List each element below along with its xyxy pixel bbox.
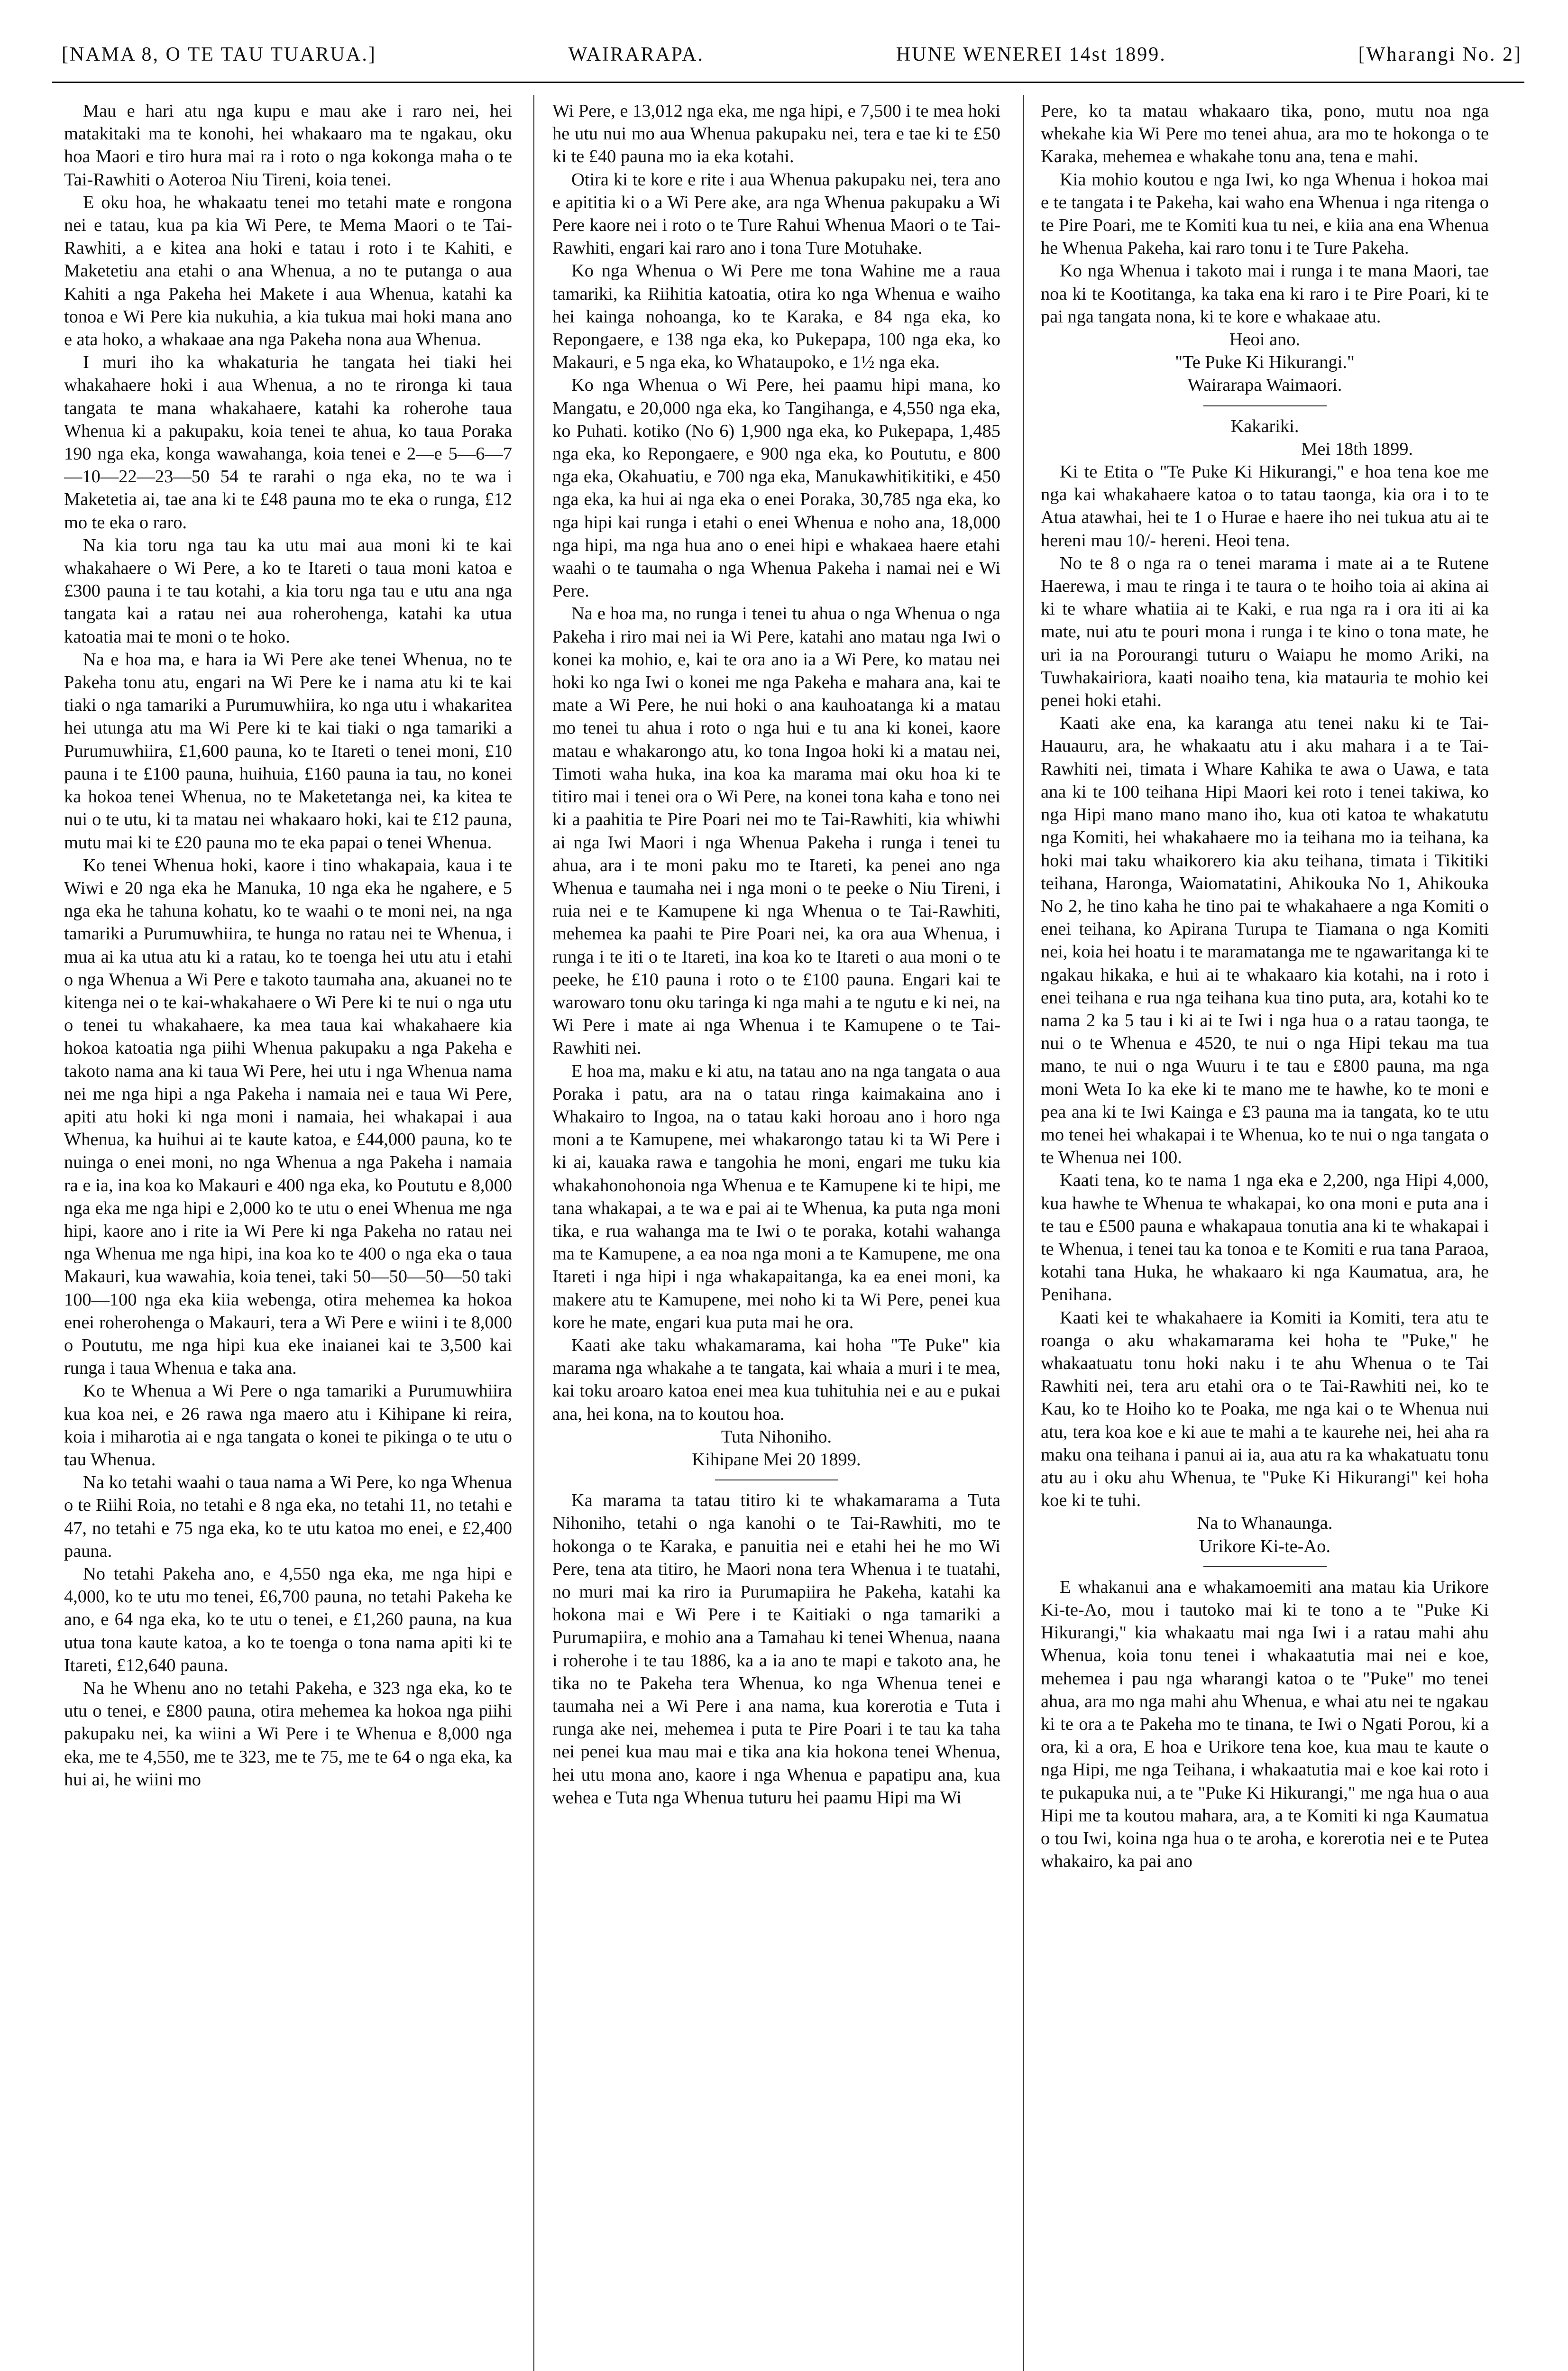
paragraph: Na he Whenu ano no tetahi Pakeha, e 323 nga eka, ko te utu o tenei, e £800 pauna, otira mehemea ka hokoa nga piihi pakupaku nei, ka wiini a Wi Pere i te Whenua e 8,000 nga eka, me te 4,550, me te 323, me te 75, me te 64 o nga eka, ka hui ai, he wiini mo <box>64 1678 512 1790</box>
paragraph: Na ko tetahi waahi o taua nama a Wi Pere, ko nga Whenua o te Riihi Roia, no tetahi e 8 nga eka, no tetahi 11, no tetahi e 47, no tetahi e 75 nga eka, ko te utu katoa mo enei, e £2,400 pauna. <box>64 1472 512 1561</box>
page-number: [Wharangi No. 2] <box>1358 44 1522 65</box>
paragraph: Ko nga Whenua i takoto mai i runga i te mana Maori, tae noa ki te Kootitanga, ka taka ena ki raro i te Pire Poari, ki te pai nga tangata nona, ki te kore e whakaae atu. <box>1041 261 1489 327</box>
column-divider <box>1023 95 1024 2371</box>
place-name: WAIRARAPA. <box>568 44 705 65</box>
paragraph: Kia mohio koutou e nga Iwi, ko nga Whenua i hokoa mai e te tangata i te Pakeha, kai waho ena Whenua i nga ritenga o te Pire Poari, me te Komiti kua tu nei, e kiia ana ena Whenua he Whenua Pakeha, kai raro tonu i te Ture Pakeha. <box>1041 169 1489 258</box>
paragraph: Ko nga Whenua o Wi Pere, hei paamu hipi mana, ko Mangatu, e 20,000 nga eka, ko Tangihanga, e 4,550 nga eka, ko Puhati. kotiko (No 6) 1,900 nga eka, ko Pukepapa, 1,485 nga eka, ko Repongaere, e 900 nga eka, ko Poututu, e 800 nga eka, Okahuatiu, e 700 nga eka, Manukawhitikitiki, e 450 nga eka, ka hui ai nga eka o enei Poraka, 30,785 nga eka, ko nga hipi kai runga i etahi o enei Whenua e noho ana, 18,000 nga hipi, ma nga hua ano o enei hipi e whakaea haere etahi waahi o te taumaha o nga Whenua Pakeha i namai nei e Wi Pere. <box>552 375 1000 601</box>
paragraph: Na kia toru nga tau ka utu mai aua moni ki te kai whakahaere o Wi Pere, a ko te Itareti o taua moni katoa e £300 pauna i te tau kotahi, a kia toru nga tau e utu ana nga tangata kai a ratau nei aua roherohenga, katahi ka utua katoatia mai te moni o te hoko. <box>64 535 512 647</box>
paragraph: E oku hoa, he whakaatu tenei mo tetahi mate e rongona nei e tatau, kua pa kia Wi Pere, te Mema Maori o te Tai-Rawhiti, a e kitea ana hoki e tatau i roto i te Kahiti, e Maketetiu ana etahi o ana Whenua, a no te putanga o aua Kahiti a nga Pakeha hei Makete i aua Whenua, katahi ka tonoa e Wi Pere kia nukuhia, a kia tukua mai hoki mana ano e ata hoko, a whakaae ana nga Pakeha nona aua Whenua. <box>64 192 512 350</box>
paragraph: Ki te Etita o "Te Puke Ki Hikurangi," e hoa tena koe me nga kai whakahaere katoa o to tatau taonga, kia ora i to te Atua atawhai, hei te 1 o Hurae e haere iho nei tukua atu ai te hereni mau 10/- hereni. Heoi tena. <box>1041 462 1489 551</box>
column-1 <box>64 100 512 2371</box>
paragraph: Kaati ake ena, ka karanga atu tenei naku ki te Tai-Hauauru, ara, he whakaatu atu i aku mahara i a te Tai-Rawhiti nei, timata i Whare Kahika te awa o Uawa, e tata ana ki te 100 teihana Hipi Maori kei roto i tenei takiwa, ko nga Hipi mano mano mano iho, kua oti katoa te whakatutu nga Komiti, hei whakahaere mo ia teihana mo ia teihana, ka hoki mai taku whaikorero kia aku teihana, timata i Tikitiki teihana, Haronga, Waiomatatini, Ahikouka No 1, Ahikouka No 2, he tino kaha he tino pai te whakahaere a nga Komiti o enei teihana, ko Apirana Turupa te Tiamana o nga Komiti nei, koia hei hoatu i te maramatanga me te ngawaritanga ki te ngakau hikaka, e hui ai te whakaaro kia kotahi, na i roto i enei teihana e rua nga teihana kua tino puta, ara, kotahi ko te nama 2 ka 5 tau i ki ai te Iwi i nga hua o a ratau taonga, te nui o te Whenua e 4520, te nui o nga Hipi tekau ma tua mano, te nui o nga Wuuru i te tau e £800 pauna, ma nga moni Weta Io ka eke ki te mano me te hawhe, ko te moni e pea ana ki te Iwi Kainga e £3 pauna ma ia tangata, ko te utu mo tenei hei whakapai i te Whenua, ko te nui o nga tangata o te Whenua nei 100. <box>1041 713 1489 1168</box>
section-divider <box>1203 1566 1327 1567</box>
paragraph: No te 8 o nga ra o tenei marama i mate ai a te Rutene Haerewa, i mau te ringa i te taura o te hoiho toia ai akina ai ki te whare whatiia ai te Kaki, e rua nga ra i ora iti ai ka mate, nui atu te pouri mona i runga i te kino o tona mate, he uri ia na Porourangi tuturu o Waiapu he momo Ariki, na Tuwhakairiora, kaati noaiho tena, kia matauria te mohio kei penei hoki etahi. <box>1041 553 1489 711</box>
section-divider <box>1203 405 1327 406</box>
paragraph: Ka marama ta tatau titiro ki te whakamarama a Tuta Nihoniho, tetahi o nga kanohi o te Tai-Rawhiti, mo te hokonga o te Karaka, e panuitia nei e etahi hei he mo Wi Pere, tena ata titiro, he Maori nona tera Whenua i te tuatahi, no muri mai ka riro ia Purumapiira he Pakeha, katahi ka hokona mai e Wi Pere i te Kaitiaki o nga tamariki a Purumapiira, e mohio ana a Tamahau ki tenei Whenua, naana i roherohe i te tau 1886, ka a ia ano te mapi e takoto ana, he tika no te Pakeha tera Whenua, ko nga Whenua tenei e taumaha nei a Wi Pere i ana nama, kua korerotia e Tuta i runga ake nei, mehemea i puta te Pire Poari i te tau ka taha nei penei kua mau mai e tika ana kia hokona tenei Whenua, hei utu mona ano, kaore i nga Whenua e papatipu ana, kua wehea e Tuta nga Whenua tuturu hei paamu Hipi ma Wi <box>552 1490 1000 1808</box>
paragraph: Kaati kei te whakahaere ia Komiti ia Komiti, tera atu te roanga o aku whakamarama kei hoha te "Puke," he whakaatuatu tonu hoki naku i te ahu Whenua o te Tai Rawhiti nei, tera aru etahi ora o te Tai-Rawhiti nei, ko te Kau, ko te Hoiho ko te Poaka, me nga kai o te Whenua nui atu, tera koa koe e ki aue te mahi a te kaurehe nei, hei aha ra maku ona teihana i panui ai ia, aua atu ra ka whakatuatu tonu atu au i oku ahu Whenua, te "Puke Ki Hikurangi" kei hoha koe ki te tuhi. <box>1041 1307 1489 1511</box>
paragraph: No tetahi Pakeha ano, e 4,550 nga eka, me nga hipi e 4,000, ko te utu mo tenei, £6,700 pauna, no tetahi Pakeha ke ano, e 64 nga eka, ko te utu o tenei, e £1,260 pauna, na kua utua tona kaute katoa, a ko te toenga o tona nama apiti ki te Itareti, £12,640 pauna. <box>64 1564 512 1675</box>
paragraph: Kaati tena, ko te nama 1 nga eka e 2,200, nga Hipi 4,000, kua hawhe te Whenua te whakapai, ko ona moni e puta ana i te tau e £500 pauna e whakapaua tonutia ana ki te whakapai i te Whenua, i tenei tau ka tonoa e te Komiti e rua tana Paraoa, kotahi tana Huka, he whakaaro ki nga Kaumatua, ara, he Penihana. <box>1041 1170 1489 1305</box>
paragraph: Na e hoa ma, e hara ia Wi Pere ake tenei Whenua, no te Pakeha tonu atu, engari na Wi Pere ke i nama atu ki te kai tiaki o nga tamariki a Purumuwhiira, ko nga utu i whakaritea hei utunga atu ma Wi Pere ki te kai tiaki o nga tamariki a Purumuwhiira, £1,600 pauna, ko te Itareti o tenei moni, £10 pauna i te £100 pauna, huihuia, £160 pauna ia tau, no konei ka hokoa tenei Whenua, no te Maketetanga nei, ka kitea te nui o te utu, ki ta matau nei whakaaro hoki, kai te £12 pauna, mutu mai ki te £20 pauna mo te eka papai o tenei Whenua. <box>64 649 512 853</box>
paragraph: Otira ki te kore e rite i aua Whenua pakupaku nei, tera ano e apititia ki o a Wi Pere ake, ara nga Whenua pakupaku a Wi Pere kaore nei i roto o te Ture Rahui Whenua Maori o te Tai-Rawhiti, engari kai raro ano i tona Ture Motuhake. <box>552 169 1000 258</box>
paragraph: E whakanui ana e whakamoemiti ana matau kia Urikore Ki-te-Ao, mou i tautoko mai ki te tono a te "Puke Ki Hikurangi," kia whakaatu mai nga Iwi i a ratau mahi ahu Whenua, koia tonu tenei i whakaatutia mai nei e koe, mehemea i pau nga wharangi katoa o te "Puke" mo tenei ahua, ara mo nga mahi ahu Whenua, e whai atu nei te ngakau ki te ora a te Pakeha mo te tinana, te Iwi o Ngati Porou, ki a ora, ki a ora, E hoa e Urikore tena koe, kua mau te kaute o nga Hipi, me nga Teihana, i whakaatutia mai e koe kai roto i te pukapuka nui, a te "Puke Ki Hikurangi," me nga hua o aua Hipi me ta koutou mahara, ara, a te Komiti ki nga Kaumatua o tou Iwi, koina nga hua o te aroha, e korerotia nei e te Putea whakairo, ka pai ano <box>1041 1577 1489 1872</box>
closing-line: Heoi ano. <box>1229 330 1301 350</box>
signature-place-date: Kihipane Mei 20 1899. <box>692 1449 861 1470</box>
paragraph: Na e hoa ma, no runga i tenei tu ahua o nga Whenua o nga Pakeha i riro mai nei ia Wi Pere, katahi ano matau nga Iwi o konei ka mohio, e, kai te ora ano ia a Wi Pere, ko matau nei hoki ko nga Iwi o konei me nga Pakeha e mahara ana, kai te mate a Wi Pere, he nui hoki o ana kauhoatanga ki a matau mo tenei tu ahua i roto o nga hui e tu ana ki konei, kaore matau e whakarongo atu, ko tona Ingoa hoki ki a matau nei, Timoti waha huka, ina koa ka marama mai oku hoa ki te titiro mai i tenei ora o Wi Pere, na konei tona kaha e tono nei ki a paahitia te Pire Poari nei mo te Tai-Rawhiti, kia whiwhi ai nga Iwi Maori i nga Whenua Pakeha i runga i tenei tu ahua, ara i te moni paku mo te Itareti, ka penei ano nga Whenua e taumaha nei i nga moni o te peeke o Niu Tireni, i ruia nei e te Kamupene ki nga Whenua o te Tai-Rawhiti, mehemea ka paahi te Pire Poari nei, ka ora aua Whenua, i runga i te iti o te Itareti, ina koa ko te Itareti o aua moni o te peeke, he £10 pauna i roto o te £100 pauna. Engari kai te warowaro tonu oku taringa ki nga mahi a te ngutu e ki nei, na Wi Pere i mate ai nga Whenua i te Kamupene o te Tai-Rawhiti nei. <box>552 604 1000 1058</box>
signature-name: Wairarapa Waimaori. <box>1187 375 1342 395</box>
column-3 <box>1041 100 1489 2371</box>
paragraph: I muri iho ka whakaturia he tangata hei tiaki hei whakahaere hoki i aua Whenua, a no te rironga ki taua tangata te mana whakahaere, katahi ka roherohe taua Whenua ki a pakupaku, koia tenei te ahua, ko taua Poraka 190 nga eka, konga wawahanga, koia tenei e 2—e 5—6—7—10—22—23—50 54 te rarahi o nga eka, no te wa i Maketetia ai, tae ana ki te £48 pauna mo te eka o runga, £12 mo te eka o raro. <box>64 352 512 533</box>
signature-name: Urikore Ki-te-Ao. <box>1199 1536 1331 1556</box>
paragraph: Mau e hari atu nga kupu e mau ake i raro nei, hei matakitaki ma te konohi, hei whakaaro ma te ngakau, oku hoa Maori e tiro hura mai ra i roto o nga kokonga maha o te Tai-Rawhiti o Aoteroa Niu Tireni, koia tenei. <box>64 101 512 190</box>
signature-name: Tuta Nihoniho. <box>721 1426 832 1447</box>
paragraph: Ko tenei Whenua hoki, kaore i tino whakapaia, kaua i te Wiwi e 20 nga eka he Manuka, 10 nga eka he ngahere, e 5 nga eka he tahuna kohatu, ko te waahi o te moni nei, na nga tamariki a Purumuwhiira, te hunga no ratau nei te Whenua, i mua ai ka utua atu ki a ratau, ko te toenga hei utu atu i etahi o nga Whenua a Wi Pere e takoto taumaha ana, akuanei no te kitenga nei o te kai-whakahaere o Wi Pere ki te nui o nga utu o tenei tu whakahaere, ka mea taua kai whakahaere kia hokoa katoatia nga piihi Whenua pakupaku a nga Pakeha e takoto nama ana ki taua Wi Pere, hei utu i nga Whenua nama nei me nga hipi a nga Pakeha i namaia nei e taua Wi Pere, apiti atu hoki ki nga moni i namaia, hei whakapai i aua Whenua, ka huihui ai te kaute katoa, e £44,000 pauna, ko te nuinga o enei moni, no nga Whenua a nga Pakeha i namaia ra e ia, ina koa ko Makauri e 400 nga eka, ko Poututu e 8,000 nga eka me nga hipi e 2,000 ko te utu o enei Whenua me nga hipi, kaore ano i rite ia Wi Pere ki nga Pakeha no ratau nei nga Whenua me nga hipi, ina koa ko te 400 o nga eka o taua Makauri, kua wawahia, koia tenei, taki 50—50—50—50 taki 100—100 nga eka kiia webenga, otira mehemea ka hokoa enei roherohenga o Makauri, tera a Wi Pere e wiini i te 8,000 o Poututu, me nga hipi kua eke inaianei kai te 3,500 kai runga i taua Whenua e taka ana. <box>64 855 512 1378</box>
signature-name: "Te Puke Ki Hikurangi." <box>1175 352 1355 373</box>
paragraph: E hoa ma, maku e ki atu, na tatau ano na nga tangata o aua Poraka i patu, ara na o tatau ringa kaimakaina ano i Whakairo to Ingoa, na o tatau kaki horoau ano i horo nga moni a te Kamupene, mei whakarongo tatau ki ta Wi Pere i ki ai, kauaka rawa e tangohia he moni, engari me tuku kia whakahonohonoia nga Whenua e te Kamupene ki te hipi, me tana whakapai, a te wa e pai ai te Whenua, ka puta nga moni tika, e rua wahanga ma te Iwi o te poraka, kotahi wahanga ma te Kamupene, a ea noa nga moni a te Kamupene, me ona Itareti i nga hipi i nga whakapaitanga, ka ea enei moni, ka makere atu te Kamupene, mei noho ki ta Wi Pere, penei kua kore he mate, engari kua puta mai he ora. <box>552 1061 1000 1333</box>
paragraph: Wi Pere, e 13,012 nga eka, me nga hipi, e 7,500 i te mea hoki he utu nui mo aua Whenua pakupaku nei, tera e tae ki te £50 ki te £40 pauna mo ia eka kotahi. <box>552 101 1000 167</box>
letter-date: Mei 18th 1899. <box>1301 439 1413 459</box>
column-divider <box>533 95 534 2371</box>
issue-number: [NAMA 8, O TE TAU TUARUA.] <box>62 44 376 65</box>
letter-place: Kakariki. <box>1230 416 1299 436</box>
paragraph: Ko nga Whenua o Wi Pere me tona Wahine me a raua tamariki, ka Riihitia katoatia, otira ko nga Whenua e waiho hei kainga nohoanga, ko te Karaka, e 84 nga eka, ko Repongaere, e 138 nga eka, ko Pukepapa, 100 nga eka, ko Makauri, e 5 nga eka, ko Whataupoko, e 1½ nga eka. <box>552 261 1000 373</box>
signature-name: Na to Whanaunga. <box>1197 1513 1333 1534</box>
paragraph: Kaati ake taku whakamarama, kai hoha "Te Puke" kia marama nga whakahe a te tangata, kai whaia a muri i te mea, kai toku aroaro katoa enei mea kua tuhituhia nei e au e pukai ana, hei kona, na to koutou hoa. <box>552 1335 1000 1424</box>
page-header <box>62 28 1522 81</box>
issue-date: HUNE WENEREI 14st 1899. <box>896 44 1166 65</box>
header-rule <box>52 82 1524 83</box>
paragraph: Ko te Whenua a Wi Pere o nga tamariki a Purumuwhiira kua koa nei, e 26 rawa nga maero atu i Kihipane ki reira, koia i miharotia ai e nga tangata o konei te pikinga o te utu o tau Whenua. <box>64 1381 512 1470</box>
paragraph: Pere, ko ta matau whakaaro tika, pono, mutu noa nga whekahe kia Wi Pere mo tenei ahua, ara mo te hokonga o te Karaka, mehemea e whakahe tonu ana, tena e mahi. <box>1041 101 1489 167</box>
column-2 <box>552 100 1000 2371</box>
